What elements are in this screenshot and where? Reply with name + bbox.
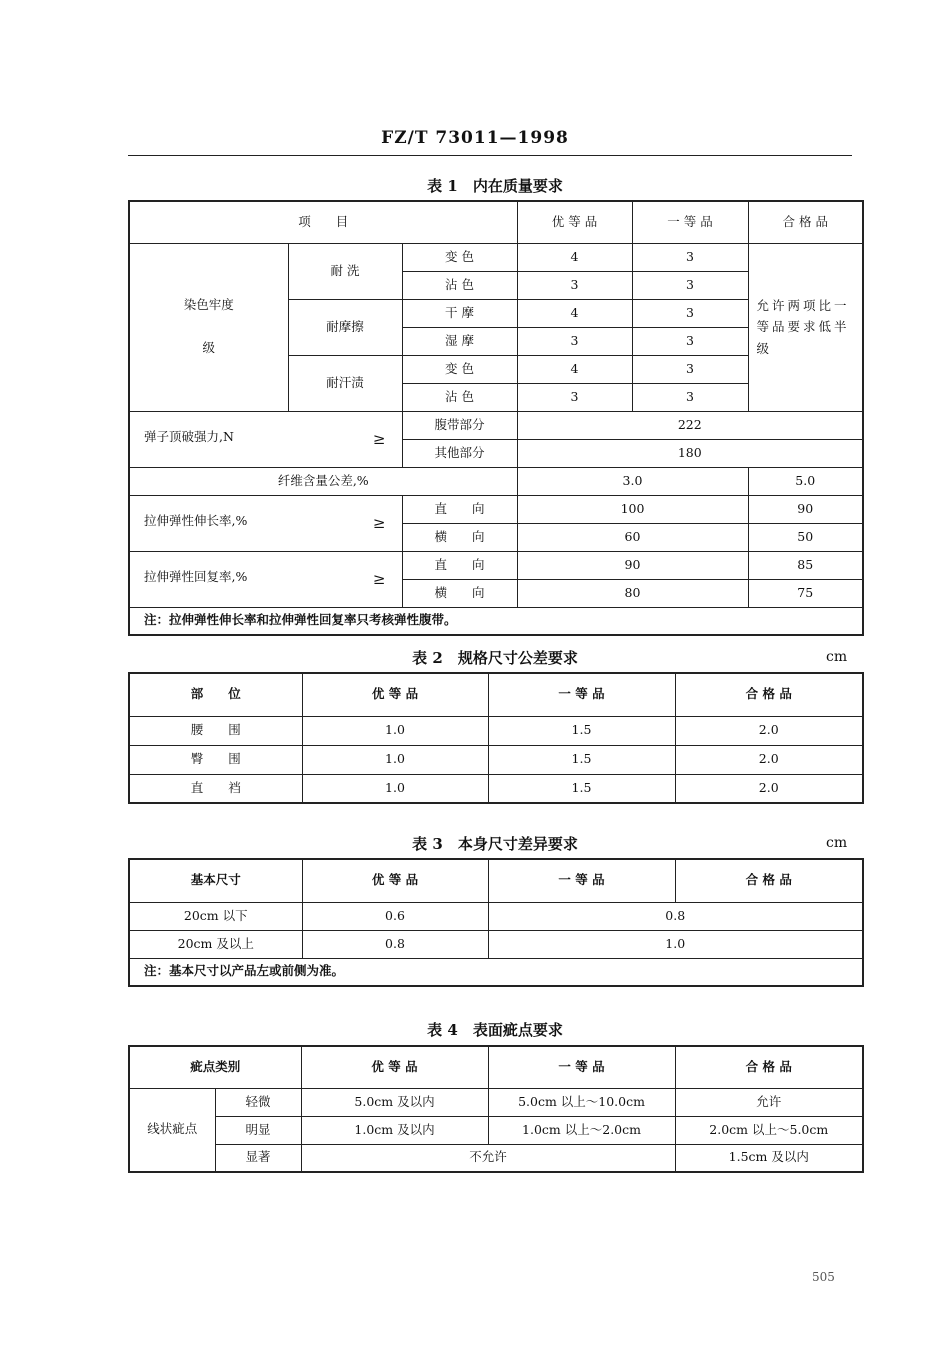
t3-header: 基本尺寸 [129,859,302,902]
table1-caption: 表 1 内在质量要求 [427,177,563,195]
t4-header: 疵点类别 [129,1046,301,1088]
t2-cell: 2.0 [675,716,863,745]
t1-note: 注：拉伸弹性伸长率和拉伸弹性回复率只考核弹性腹带。 [129,607,863,635]
t3-cell: 20cm 以下 [129,902,302,930]
t4-category: 线状疵点 [129,1088,215,1172]
t2-cell: 2.0 [675,774,863,803]
t3-cell: 0.8 [302,930,488,958]
table4-surface-defects [128,1045,864,1173]
t1-value: 3.0 [517,467,748,495]
t1-value: 3 [517,271,632,299]
t1-value: 90 [748,495,863,523]
table3-size-difference [128,858,864,987]
t4-cell: 允许 [675,1088,863,1116]
t2-cell: 2.0 [675,745,863,774]
t1-sub: 变 色 [402,355,517,383]
t1-value: 5.0 [748,467,863,495]
t1-header-item: 项 目 [129,201,517,243]
t1-sub: 变 色 [402,243,517,271]
t1-sub: 沾 色 [402,271,517,299]
t4-cell: 5.0cm 以上～10.0cm [488,1088,675,1116]
t1-value: 3 [632,327,748,355]
page-number: 505 [812,1270,835,1284]
t3-header: 优 等 品 [302,859,488,902]
table1-intrinsic-quality [128,200,864,636]
t2-cell: 1.0 [302,745,488,774]
t1-value: 4 [517,355,632,383]
t2-cell: 直 裆 [129,774,302,803]
t2-cell: 1.0 [302,774,488,803]
t2-header: 部 位 [129,673,302,716]
t1-value: 3 [632,243,748,271]
t2-cell: 腰 围 [129,716,302,745]
t4-level: 显著 [215,1144,301,1172]
t2-header: 一 等 品 [488,673,675,716]
table3-caption: 表 3 本身尺寸差异要求 [412,835,578,853]
t4-cell: 5.0cm 及以内 [301,1088,488,1116]
table2-caption: 表 2 规格尺寸公差要求 [412,649,578,667]
t1-qualified-note: 允许两项比一等品要求低半级 [748,243,863,411]
t3-cell: 20cm 及以上 [129,930,302,958]
t1-header-qualified: 合 格 品 [748,201,863,243]
t1-value: 4 [517,299,632,327]
t3-header: 一 等 品 [488,859,675,902]
t1-sub: 直 向 [402,495,517,523]
t1-value: 60 [517,523,748,551]
t1-value: 4 [517,243,632,271]
t1-value: 50 [748,523,863,551]
t2-cell: 臀 围 [129,745,302,774]
t3-cell: 1.0 [488,930,863,958]
t4-header: 一 等 品 [488,1046,675,1088]
t3-cell: 0.8 [488,902,863,930]
t1-value: 3 [632,383,748,411]
t2-cell: 1.5 [488,774,675,803]
t1-sub: 沾 色 [402,383,517,411]
t4-cell: 2.0cm 以上～5.0cm [675,1116,863,1144]
t1-value: 222 [517,411,863,439]
t1-value: 180 [517,439,863,467]
t4-level: 明显 [215,1116,301,1144]
t1-sweat-label: 耐汗渍 [288,355,402,411]
t1-burst-label: 弹子顶破强力,N ≥ [129,411,402,467]
t4-cell: 1.0cm 以上～2.0cm [488,1116,675,1144]
t1-sub: 腹带部分 [402,411,517,439]
t4-header: 优 等 品 [301,1046,488,1088]
t3-note: 注：基本尺寸以产品左或前侧为准。 [129,958,863,986]
t1-sub: 横 向 [402,523,517,551]
t2-header: 合 格 品 [675,673,863,716]
t1-recovery-label: 拉伸弹性回复率,% ≥ [129,551,402,607]
t1-sub: 其他部分 [402,439,517,467]
t1-fiber-label: 纤维含量公差,% [129,467,517,495]
t2-cell: 1.0 [302,716,488,745]
t4-cell: 1.0cm 及以内 [301,1116,488,1144]
table3-unit: cm [826,835,848,851]
t1-value: 3 [632,299,748,327]
t2-header: 优 等 品 [302,673,488,716]
header-rule [128,155,852,156]
t1-sub: 干 摩 [402,299,517,327]
t2-cell: 1.5 [488,745,675,774]
t1-rub-label: 耐摩擦 [288,299,402,355]
t3-cell: 0.6 [302,902,488,930]
t2-cell: 1.5 [488,716,675,745]
t1-sub: 横 向 [402,579,517,607]
t1-value: 3 [632,355,748,383]
t1-colorfastness-label: 染色牢度 级 [129,243,288,411]
t1-value: 3 [517,327,632,355]
standard-code-header: FZ/T 73011—1998 [381,128,569,148]
t1-value: 3 [632,271,748,299]
t4-level: 轻微 [215,1088,301,1116]
t1-value: 85 [748,551,863,579]
t1-sub: 直 向 [402,551,517,579]
t4-header: 合 格 品 [675,1046,863,1088]
t1-wash-label: 耐 洗 [288,243,402,299]
t1-value: 100 [517,495,748,523]
t1-value: 3 [517,383,632,411]
t1-value: 75 [748,579,863,607]
t1-sub: 湿 摩 [402,327,517,355]
table2-dimension-tolerance [128,672,864,804]
table2-unit: cm [826,649,848,665]
table4-caption: 表 4 表面疵点要求 [427,1021,563,1039]
t3-header: 合 格 品 [675,859,863,902]
t1-value: 80 [517,579,748,607]
t1-header-top: 优 等 品 [517,201,632,243]
t4-cell: 1.5cm 及以内 [675,1144,863,1172]
t1-value: 90 [517,551,748,579]
t4-cell: 不允许 [301,1144,675,1172]
t1-header-first: 一 等 品 [632,201,748,243]
t1-elongation-label: 拉伸弹性伸长率,% ≥ [129,495,402,551]
